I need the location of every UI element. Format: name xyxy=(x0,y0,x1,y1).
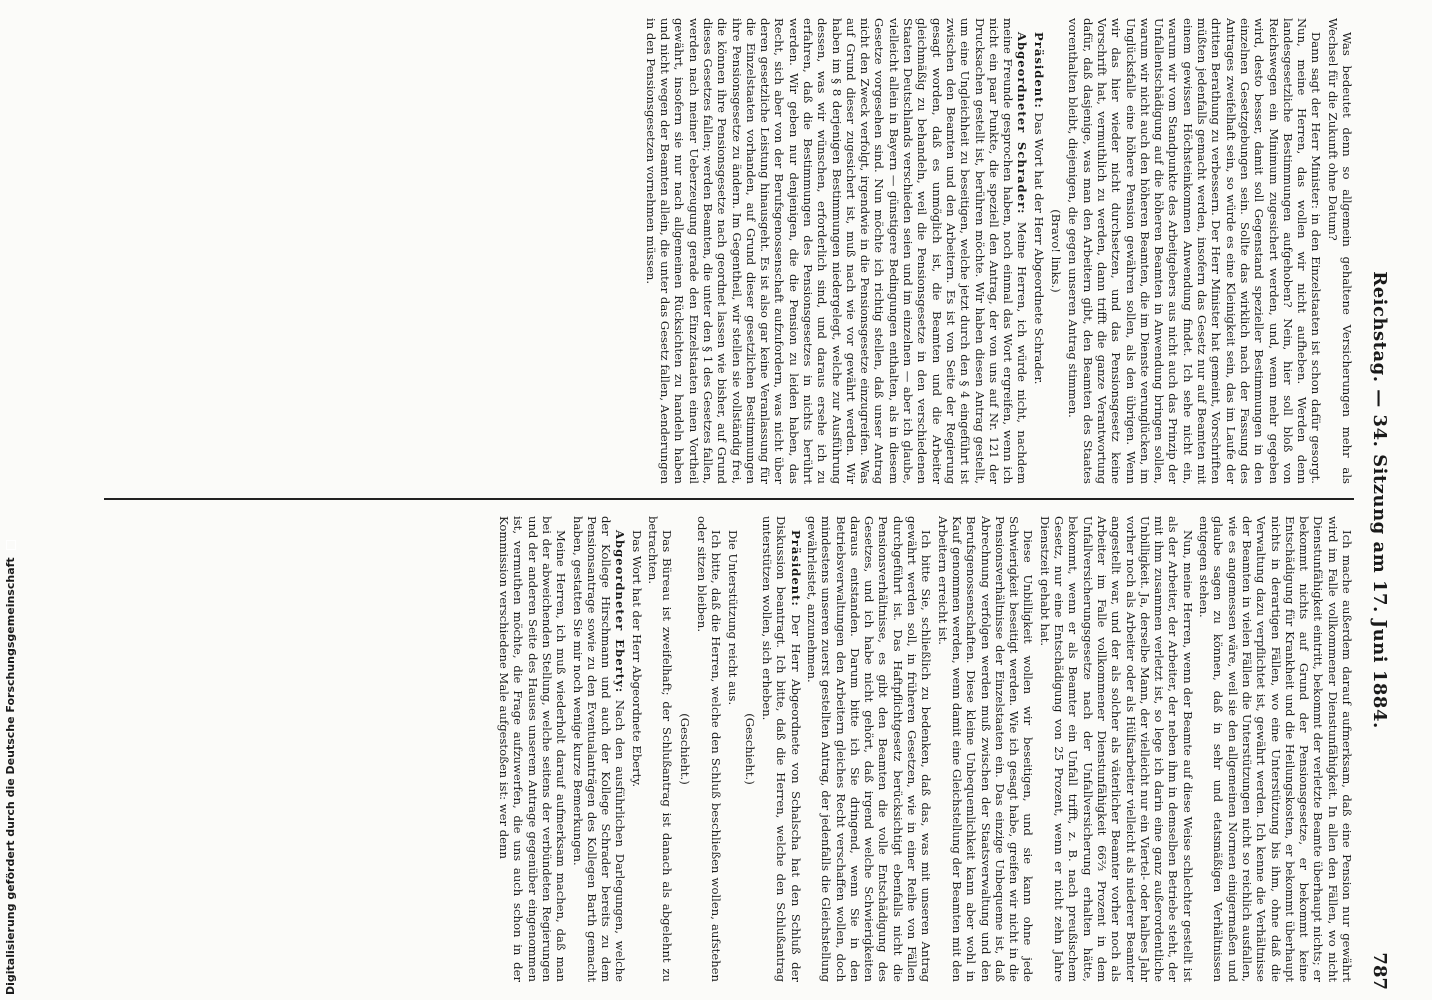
paragraph: Was bedeutet denn so allgemein gehaltene Versicherungen mehr als Wechsel für die Zukunft ohne Datum? xyxy=(1325,18,1354,484)
paragraph: Die Unterstützung reicht aus. xyxy=(725,530,740,706)
paragraph: Meine Herren, ich muß wiederholt darauf aufmerksam machen, daß man bei der abweichenden Stellung, welche seitens der verbündeten Regierungen und der anderen Seite des Hauses unserem Antrage gegenüber eingenommen ist, vermuthen möchte, die Frage aufzuwerfen, die uns auch schon in der Kommission verschiedene Male aufgestoßen ist: wer denn xyxy=(497,516,569,982)
interjection: (Geschieht.) xyxy=(742,713,757,785)
speaker-label: Präsident: xyxy=(788,530,803,607)
right-column xyxy=(104,516,1354,982)
speaker-text: Das Wort hat der Herr Abgeordnete Schrader. xyxy=(1031,112,1046,385)
paragraph: Ich bitte, daß die Herren, welche den Schluß beschließen wollen, aufstehen oder sitzen bleiben. xyxy=(694,516,724,982)
speaker-text: Meine Herren, ich würde nicht, nachdem meine Freunde gesprochen haben, noch einmal das Wort ergreifen, wenn ich nicht ein paar Punkte, die speziell den Antrag, der von uns auf Nr. 121 der Drucksachen gestellt ist, berühren möchte. Wir haben diesen Antrag gestellt, um eine Ungleichheit zu beseitigen, welche jetzt durch den § 4 eingeführt ist zwischen den Beamten und den Arbeitern. Es ist von Seite der Regierung gesagt worden, daß es unmöglich ist, die Beamten und die Arbeiter gleichmäßig zu behandeln, weil die Pensionsgesetze in den verschiedenen Staaten Deutschlands verschieden seien und im einzelnen — aber ich glaube, vielleicht allein in Bayern — günstigere Bedingungen enthalten, als in diesem Gesetze vorgesehen sind. Nun möchte ich richtig stellen, daß unser Antrag nicht den Zweck verfolgt, irgendwie in die Pensionsgesetze einzugreifen. Was auf Grund dieser zugesichert ist, muß nach wie vor gewährt werden. Wir haben im § 8 derjenigen Bestimmungen niedergelegt, welche zur Ausführung dessen, was wir wünschen, erforderlich sind, und daraus ersehe ich zu erfahren, daß die Bestimmungen des Pensionsgesetzes in nichts berührt werden. Wir geben nur denjenigen, die die Pension zu leiden haben, das Recht, sich aber von der Berufsgenossenschaft aufzufordern, was nicht über deren gesetzliche Leistung hinausgeht. Es ist also gar keine Veranlassung für die Einzelstaaten vorhanden, auf Grund dieser gesetzlichen Bestimmungen ihre Pensionsgesetze zu ändern. Im Gegentheil, wir stellen sie vollständig frei, die können ihre Pensionsgesetze nach geordnet lassen wie bisher, auf Grund dieses Gesetzes fallen; werden Beamten, die unter den § 1 des Gesetzes fallen, werden nach meiner Ueberzeugung gerade den Einzelstaaten einen Vortheil gewährt, insofern sie nur nach allgemeinen Rücksichten zu handeln haben und nicht wegen der Beamten allein, die unter das Gesetz fallen, Aenderungen in den Pensionsgesetzen vornehmen müssen. xyxy=(643,18,1030,484)
paragraph: Diese Unbilligkeit wollen wir beseitigen, und sie kann ohne jede Schwierigkeit beseitigt werden. Wie ich gesagt habe, greifen wir nicht in die Pensionsverhältnisse der Einzelstaaten ein. Das einzige Unbequeme ist, daß Abrechnung verfolgen werden muß zwischen der Staatsverwaltung und den Berufsgenossenschaften. Diese kleine Unbequemlichkeit kann aber wohl in Kauf genommen werden, wenn damit eine Gleichstellung der Beamten mit den Arbeitern erreicht ist. xyxy=(935,516,1036,982)
paragraph: Das Büreau ist zweifelhaft; der Schlußantrag ist danach als abgelehnt zu betrachten. xyxy=(646,516,675,982)
speaker-label: Abgeordneter Schrader: xyxy=(1015,32,1030,215)
page-header xyxy=(1360,10,1390,990)
speaker-paragraph xyxy=(570,516,627,982)
speaker-label: Abgeordneter Eberty: xyxy=(613,530,628,694)
rotated-page xyxy=(100,10,1390,990)
interjection: (Geschieht.) xyxy=(677,713,692,785)
paragraph: Das Wort hat der Herr Abgeordnete Eberty. xyxy=(629,530,644,788)
speaker-paragraph xyxy=(760,516,803,982)
speaker-paragraph xyxy=(1031,18,1045,484)
paragraph: Ich mache außerdem darauf aufmerksam, daß eine Pension nur gewährt wird im Falle vollkommener Dienstunfähigkeit. In allen den Fällen, wo nicht Dienstunfähigkeit eintritt, bekommt der verletzte Beamte überhaupt nichts; er bekommt nichts auf Grund der Pensionsgesetze, er bekommt keine Entschädigung für Krankheit und die Heilungskosten, er bekommt überhaupt nichts in derartigen Fällen, wo eine Unterstützung bis ihm, ohne daß die Verwaltung dazu verpflichtet ist, gewährt werden. Ich kenne die Verhältnisse der Beamten in vielen Fällen die Unterstützungen nicht so reichlich ausfallen, wie es angemessen wäre, weil sie den allgemeinen Normen einigermaßen und glaube sagen zu können, daß in sehr und etatsmäßigen Verhältnissen entgegen stehen. xyxy=(1197,516,1354,982)
speaker-text: Nach den ausführlichen Darlegungen, welche der Kollege Hirschmann und auch der Kollege Schrader bereits zu dem Pensionsantrage sowie zu den Eventualanträgen des Kollegen Barth gemacht haben, gestatten Sie mir noch wenige kurze Bemerkungen. xyxy=(570,516,628,982)
paragraph: Ich bitte Sie, schließlich zu bedenken, daß das, was mit unseren Antrag gewährt werden soll, in früheren Gesetzen, wie in einer Reihe von Fällen durchgeführt ist. Das Haftpflichtgesetz berücksichtigt ebenfalls nicht die Pensionsverhältnisse, es gibt den Beamten die volle Entschädigung des Gesetzes, und ich habe nicht gehört, daß irgend welche Schwierigkeiten daraus entstanden. Darum bitte ich Sie dringend, wenn Sie in den Betriebsverwaltungen den Arbeitern gleiches Recht verschaffen wollen, doch mindestens unseren zuerst gestellten Antrag, der jedenfalls die Gleichstellung gewährleistet, anzunehmen. xyxy=(805,516,934,982)
paragraph: Nun, meine Herren, wenn der Beamte auf diese Weise schlechter gestellt ist als der Arbeiter, der Arbeiter, der neben ihm in demselben Betriebe steht, der mit ihm zusammen verletzt ist, so lege ich darin eine ganz außerordentliche Unbilligkeit. Ja, derselbe Mann, der vielleicht nur ein Viertel- oder halbes Jahr vorher noch als Arbeiter oder als Hülfsarbeiter vielleicht als niederer Beamter angestellt war, und der als solcher als väterlicher Beamter vorher noch als Arbeiter im Falle vollkommener Dienstunfähigkeit 66⅔ Prozent in dem Unfallversicherungsgesetze nach der Unfallversicherung erhalten hätte, bekommt, wenn er als Beamter ein Unfall trifft, z. B. nach preußischem Gesetz, nur eine Entschädigung von 25 Prozent, wenn er nicht zehn Jahre Dienstzeit gehabt hat. xyxy=(1037,516,1195,982)
digitization-credit xyxy=(2,557,18,995)
running-head: Reichstag. — 34. Sitzung am 17. Juni 1884. xyxy=(1369,271,1390,729)
speaker-label: Präsident: xyxy=(1031,32,1046,109)
left-column xyxy=(104,18,1354,484)
paragraph: Dann sagt der Herr Minister: in den Einzelstaaten ist schon dafür gesorgt. Nun, meine Herren, das wollen wir nicht aufheben. Werden denn landesgesetzliche Bestimmungen aufgehoben? Nein, hier soll bloß von Reichswegen ein Minimum zugesichert werden, und, wenn mehr gegeben wird, desto besser, damit soll Gegenstand spezieller Bestimmungen in den einzelnen Gesetzgebungen sein. Sollte das wirklich nach der Fassung des Antrages zweifelhaft sein, so würde es eine Kleinigkeit sein, das im Laufe der dritten Berathung zu verbessern. Der Herr Minister hat gemeint, Vorschriften müßten jedenfalls gemacht werden, insofern das Gesetz nur auf Beamten mit einem gewissen Höchsteinkommen Anwendung findet. Ich sehe nicht ein, warum wir vom Standpunkte des Arbeitgebers aus nicht auch das Prinzip der Unfallentschädigung auf die höheren Beamten in Anwendung bringen sollen, warum wir nicht auch den höheren Beamten, die im Dienste verunglücken, im Unglücksfalle eine höhere Pension gewähren sollen, als den übrigen. Wenn wir das hier wieder nicht durchsetzen, und das Pensionsgesetz keine Vorschrift hat, vermuthlich zu werden, dann trifft die ganze Verantwortung dafür, daß dasjenige, was man den Arbeitern gibt, den Beamten des Staates vorenthalten bleibt, diejenigen, die gegen unseren Antrag stimmen. xyxy=(1066,18,1324,484)
speaker-text: Der Herr Abgeordnete von Schalscha hat den Schluß der Diskussion beantragt. Ich bitte, daß die Herren, welche den Schlußantrag unterstützen wollen, sich erheben. xyxy=(760,516,803,982)
speaker-paragraph xyxy=(643,18,1029,484)
column-divider xyxy=(104,498,1354,500)
page-number: 787 xyxy=(1369,952,1390,990)
interjection: (Bravo! links.) xyxy=(1049,209,1064,293)
credit-text: Digitalisierung gefördert durch die Deutsche Forschungsgemeinschaft xyxy=(3,557,17,995)
